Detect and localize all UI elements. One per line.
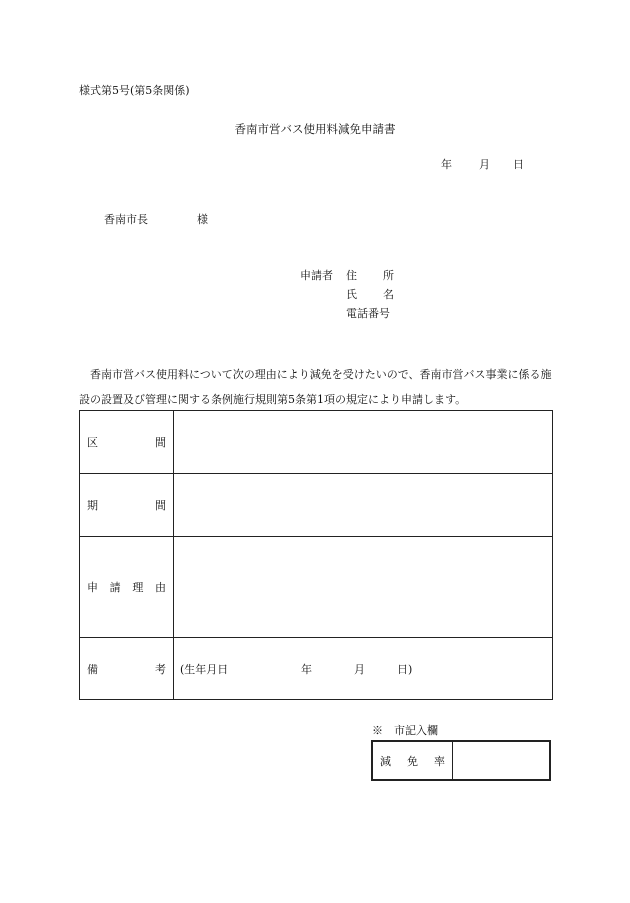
remarks-label <box>80 638 174 700</box>
label-char: 免 <box>407 754 418 768</box>
reason-value[interactable] <box>174 537 553 638</box>
remarks-value[interactable] <box>174 638 553 700</box>
phone-label: 電話番号 <box>346 307 390 320</box>
label-char: 考 <box>155 662 166 676</box>
label-char: 間 <box>155 499 166 512</box>
label-char: 率 <box>434 754 445 768</box>
birthdate-month: 月 <box>354 662 365 676</box>
date-month: 月 <box>479 158 490 171</box>
label-char: 間 <box>155 436 166 449</box>
name-label-char: 氏 <box>346 288 357 301</box>
section-row <box>80 411 553 474</box>
section-label <box>80 411 174 474</box>
label-char: 申 <box>87 581 98 594</box>
birthdate-open: (生年月日 <box>180 662 229 676</box>
name-label <box>346 286 394 302</box>
section-value[interactable] <box>174 411 553 474</box>
addressee-name: 香南市長 <box>104 213 148 226</box>
birthdate-year: 年 <box>301 662 312 676</box>
birthdate-day: 日) <box>397 662 413 676</box>
label-char: 理 <box>132 581 144 594</box>
reduction-rate-value[interactable] <box>453 742 549 779</box>
label-char: 減 <box>380 754 391 768</box>
address-label-char: 住 <box>346 269 357 282</box>
label-char: 期 <box>87 499 98 512</box>
label-char: 備 <box>87 662 98 676</box>
name-label-char: 名 <box>383 288 394 301</box>
date-day: 日 <box>513 158 524 171</box>
address-label <box>346 267 394 283</box>
address-label-char: 所 <box>383 269 394 282</box>
city-use-label: ※ 市記入欄 <box>372 724 438 737</box>
label-char: 区 <box>87 436 98 449</box>
period-label <box>80 474 174 537</box>
period-row <box>80 474 553 537</box>
period-value[interactable] <box>174 474 553 537</box>
label-char: 由 <box>154 581 166 594</box>
label-char: 請 <box>109 581 121 594</box>
remarks-row <box>80 638 553 700</box>
reduction-rate-box <box>371 740 551 781</box>
reason-label <box>80 537 174 638</box>
date-year: 年 <box>441 158 452 171</box>
reason-row <box>80 537 553 638</box>
reduction-rate-label <box>373 742 453 779</box>
page-title: 香南市営バス使用料減免申請書 <box>234 122 396 136</box>
application-table <box>79 410 553 700</box>
addressee-honorific: 様 <box>197 213 208 226</box>
form-number: 様式第5号(第5条関係) <box>79 84 190 97</box>
body-text: 香南市営バス使用料について次の理由により減免を受けたいので、香南市営バス事業に係る施設の設置及び管理に関する条例施行規則第5条第1項の規定により申請します。 <box>79 368 552 406</box>
applicant-label: 申請者 <box>300 269 333 282</box>
addressee <box>104 211 208 227</box>
